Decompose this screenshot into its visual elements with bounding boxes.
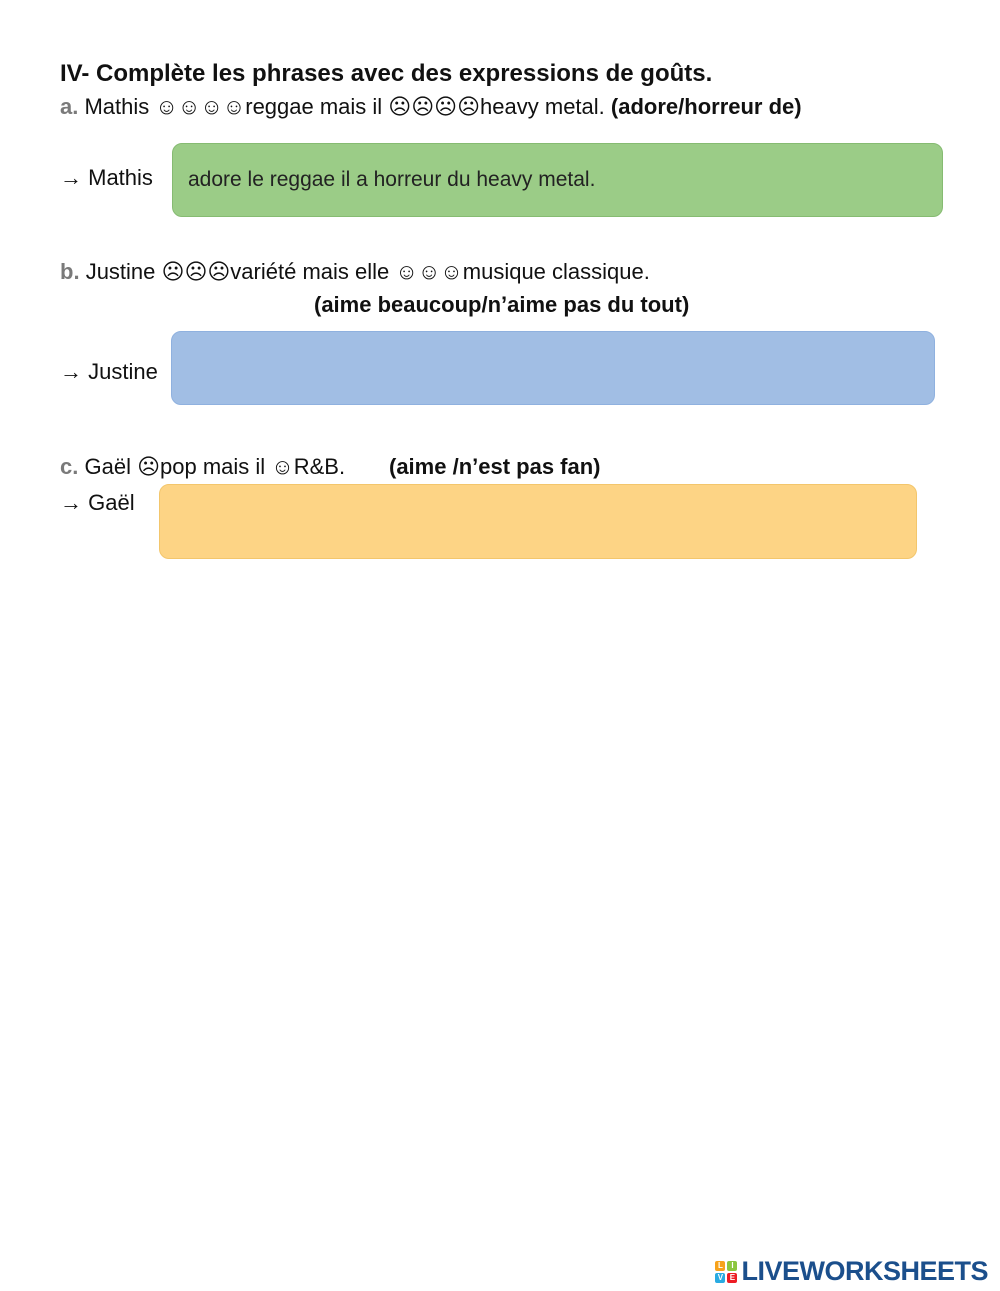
exercise-b-hint: (aime beaucoup/n’aime pas du tout)	[314, 292, 690, 317]
exercise-b-sentence: Justine ☹☹☹variété mais elle ☺☺☺musique classique.	[85, 259, 650, 284]
logo-mark-v: V	[715, 1273, 725, 1283]
exercise-c-line	[60, 454, 345, 480]
exercise-b-letter: b.	[60, 259, 80, 284]
exercise-a-line	[60, 94, 802, 120]
exercise-a-sentence: Mathis ☺☺☺☺reggae mais il ☹☹☹☹heavy metal.	[84, 94, 605, 119]
worksheet-title: IV- Complète les phrases avec des expressions de goûts.	[60, 60, 713, 87]
exercise-a-answer-field[interactable]: adore le reggae il a horreur du heavy metal.	[172, 143, 943, 217]
exercise-c-sentence: Gaël ☹pop mais il ☺R&B.	[84, 454, 346, 479]
logo-mark-e: E	[727, 1273, 737, 1283]
exercise-a-letter: a.	[60, 94, 79, 119]
exercise-c-answer-field[interactable]	[159, 484, 917, 559]
exercise-a-prefix: → Mathis	[60, 165, 153, 190]
exercise-a-hint: (adore/horreur de)	[610, 94, 802, 119]
logo-text: LIVEWORKSHEETS	[741, 1256, 988, 1286]
logo-mark-l: L	[715, 1261, 725, 1271]
logo-mark-i: I	[727, 1261, 737, 1271]
exercise-b-line	[60, 259, 650, 285]
exercise-b-prefix: → Justine	[60, 359, 158, 384]
exercise-c-hint: (aime /n’est pas fan)	[389, 454, 601, 479]
liveworksheets-logo	[715, 1256, 988, 1287]
exercise-b-answer-field[interactable]	[171, 331, 935, 405]
logo-mark-icon	[715, 1261, 737, 1283]
exercise-c-prefix: → Gaël	[60, 490, 135, 515]
exercise-c-letter: c.	[60, 454, 79, 479]
